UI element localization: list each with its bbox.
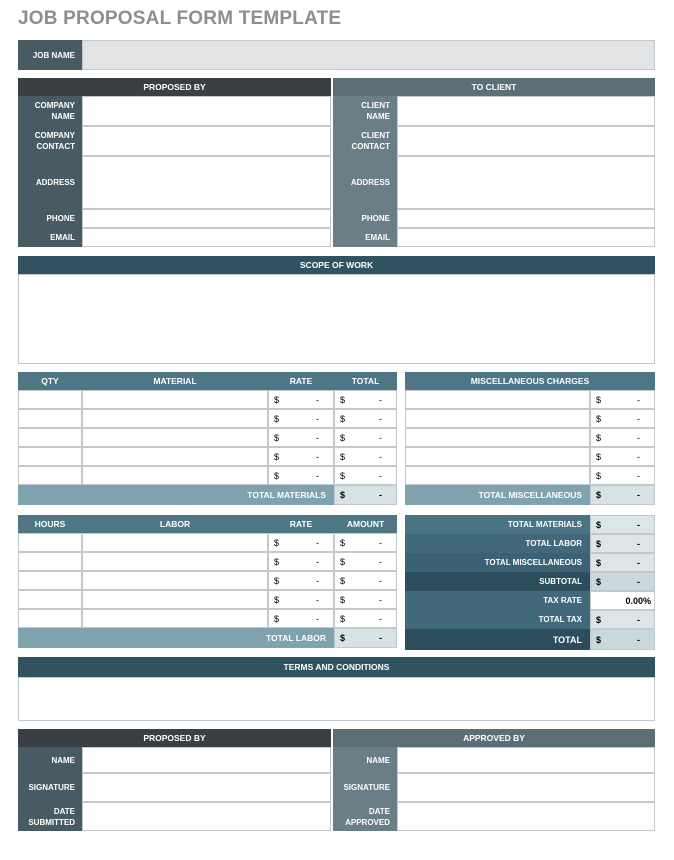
material-row-rate-cell[interactable] bbox=[268, 428, 334, 447]
currency-symbol: $ bbox=[340, 451, 346, 462]
company-address-field[interactable] bbox=[82, 156, 331, 209]
currency-symbol: $ bbox=[340, 432, 346, 443]
currency-symbol: $ bbox=[596, 614, 602, 625]
labor-row-labor-cell[interactable] bbox=[82, 571, 268, 590]
client-address-label: ADDRESS bbox=[333, 156, 397, 209]
client-contact-field[interactable] bbox=[397, 126, 655, 156]
labor-row-rate-cell[interactable] bbox=[268, 552, 334, 571]
labor-row-amount-cell[interactable] bbox=[334, 609, 397, 628]
amount-dash: - bbox=[637, 557, 640, 568]
currency-symbol: $ bbox=[596, 470, 602, 481]
amount-dash: - bbox=[637, 451, 640, 462]
proposed-name-field[interactable] bbox=[82, 747, 331, 773]
amount-dash: - bbox=[379, 394, 382, 405]
amount-dash: - bbox=[379, 575, 382, 586]
amount-dash: - bbox=[379, 413, 382, 424]
misc-row-description-cell[interactable] bbox=[405, 466, 590, 485]
date-submitted-label: DATE SUBMITTED bbox=[18, 802, 82, 831]
to-client-header: TO CLIENT bbox=[333, 78, 655, 96]
amount-dash: - bbox=[316, 575, 319, 586]
currency-symbol: $ bbox=[274, 556, 280, 567]
page-title: JOB PROPOSAL FORM TEMPLATE bbox=[18, 8, 342, 29]
labor-row-labor-cell[interactable] bbox=[82, 590, 268, 609]
company-phone-field[interactable] bbox=[82, 209, 331, 228]
currency-symbol: $ bbox=[596, 557, 602, 568]
amount-dash: - bbox=[637, 519, 640, 530]
labor-row-amount-cell[interactable] bbox=[334, 571, 397, 590]
material-header: MATERIAL bbox=[82, 372, 268, 390]
total-materials-value bbox=[334, 485, 397, 505]
currency-symbol: $ bbox=[596, 432, 602, 443]
labor-amount-header: AMOUNT bbox=[334, 515, 397, 533]
amount-dash: - bbox=[316, 432, 319, 443]
material-row-rate-cell[interactable] bbox=[268, 390, 334, 409]
misc-row-description-cell[interactable] bbox=[405, 428, 590, 447]
material-row-total-cell[interactable] bbox=[334, 428, 397, 447]
currency-symbol: $ bbox=[596, 394, 602, 405]
labor-row-hours-cell[interactable] bbox=[18, 590, 82, 609]
date-submitted-field[interactable] bbox=[82, 802, 331, 831]
material-row-qty-cell[interactable] bbox=[18, 390, 82, 409]
currency-symbol: $ bbox=[340, 537, 346, 548]
amount-dash: - bbox=[316, 556, 319, 567]
client-email-label: EMAIL bbox=[333, 228, 397, 247]
total-misc-value bbox=[590, 485, 655, 505]
amount-dash: - bbox=[637, 394, 640, 405]
company-name-label: COMPANY NAME bbox=[18, 96, 82, 126]
currency-symbol: $ bbox=[596, 413, 602, 424]
company-phone-label: PHONE bbox=[18, 209, 82, 228]
currency-symbol: $ bbox=[340, 594, 346, 605]
labor-row-hours-cell[interactable] bbox=[18, 552, 82, 571]
material-row-rate-cell[interactable] bbox=[268, 466, 334, 485]
material-row-material-cell[interactable] bbox=[82, 466, 268, 485]
terms-header: TERMS AND CONDITIONS bbox=[18, 657, 655, 677]
misc-row-description-cell[interactable] bbox=[405, 409, 590, 428]
material-row-qty-cell[interactable] bbox=[18, 409, 82, 428]
labor-row-rate-cell[interactable] bbox=[268, 533, 334, 552]
currency-symbol: $ bbox=[274, 613, 280, 624]
company-email-field[interactable] bbox=[82, 228, 331, 247]
labor-row-labor-cell[interactable] bbox=[82, 552, 268, 571]
client-name-label: CLIENT NAME bbox=[333, 96, 397, 126]
misc-row-amount-cell[interactable] bbox=[590, 409, 655, 428]
labor-row-rate-cell[interactable] bbox=[268, 571, 334, 590]
amount-dash: - bbox=[316, 394, 319, 405]
labor-row-rate-cell[interactable] bbox=[268, 590, 334, 609]
labor-row-labor-cell[interactable] bbox=[82, 609, 268, 628]
misc-row-description-cell[interactable] bbox=[405, 447, 590, 466]
grand-total-label: TOTAL bbox=[405, 629, 590, 650]
proposed-signature-label: SIGNATURE bbox=[18, 773, 82, 802]
amount-dash: - bbox=[316, 470, 319, 481]
currency-symbol: $ bbox=[274, 575, 280, 586]
currency-symbol: $ bbox=[596, 519, 602, 530]
currency-symbol: $ bbox=[340, 613, 346, 624]
company-address-label: ADDRESS bbox=[18, 156, 82, 209]
date-approved-field[interactable] bbox=[397, 802, 655, 831]
labor-row-rate-cell[interactable] bbox=[268, 609, 334, 628]
currency-symbol: $ bbox=[596, 490, 602, 500]
approved-name-label: NAME bbox=[333, 747, 397, 773]
material-row-material-cell[interactable] bbox=[82, 409, 268, 428]
currency-symbol: $ bbox=[340, 470, 346, 481]
company-contact-field[interactable] bbox=[82, 126, 331, 156]
proposed-by-header: PROPOSED BY bbox=[18, 78, 331, 96]
client-phone-field[interactable] bbox=[397, 209, 655, 228]
amount-dash: - bbox=[379, 470, 382, 481]
date-approved-label: DATE APPROVED bbox=[333, 802, 397, 831]
signoff-approved-header: APPROVED BY bbox=[333, 729, 655, 747]
material-rate-header: RATE bbox=[268, 372, 334, 390]
amount-dash: - bbox=[316, 413, 319, 424]
labor-header: LABOR bbox=[82, 515, 268, 533]
amount-dash: - bbox=[379, 537, 382, 548]
job-name-label: JOB NAME bbox=[18, 40, 82, 70]
currency-symbol: $ bbox=[596, 576, 602, 587]
total-labor-label: TOTAL LABOR bbox=[18, 628, 334, 648]
summary-total-labor-label: TOTAL LABOR bbox=[405, 534, 590, 553]
amount-dash: - bbox=[379, 556, 382, 567]
material-row-material-cell[interactable] bbox=[82, 390, 268, 409]
amount-dash: - bbox=[637, 470, 640, 481]
summary-total-misc-value bbox=[590, 553, 655, 572]
company-contact-label: COMPANY CONTACT bbox=[18, 126, 82, 156]
qty-header: QTY bbox=[18, 372, 82, 390]
subtotal-value bbox=[590, 572, 655, 591]
hours-header: HOURS bbox=[18, 515, 82, 533]
misc-row-description-cell[interactable] bbox=[405, 390, 590, 409]
approved-signature-field[interactable] bbox=[397, 773, 655, 802]
tax-rate-label: TAX RATE bbox=[405, 591, 590, 610]
summary-total-labor-value bbox=[590, 534, 655, 553]
currency-symbol: $ bbox=[340, 556, 346, 567]
material-row-total-cell[interactable] bbox=[334, 447, 397, 466]
amount-dash: - bbox=[637, 432, 640, 443]
amount-dash: - bbox=[379, 633, 382, 643]
client-address-field[interactable] bbox=[397, 156, 655, 209]
labor-row-hours-cell[interactable] bbox=[18, 609, 82, 628]
labor-row-amount-cell[interactable] bbox=[334, 590, 397, 609]
total-materials-label: TOTAL MATERIALS bbox=[18, 485, 334, 505]
proposed-name-label: NAME bbox=[18, 747, 82, 773]
amount-dash: - bbox=[379, 594, 382, 605]
scope-of-work-field[interactable] bbox=[18, 274, 655, 364]
currency-symbol: $ bbox=[274, 451, 280, 462]
misc-charges-header: MISCELLANEOUS CHARGES bbox=[405, 372, 655, 390]
material-row-total-cell[interactable] bbox=[334, 409, 397, 428]
material-row-rate-cell[interactable] bbox=[268, 447, 334, 466]
material-total-header: TOTAL bbox=[334, 372, 397, 390]
tax-rate-value[interactable]: 0.00% bbox=[590, 591, 655, 610]
grand-total-value bbox=[590, 629, 655, 650]
labor-row-hours-cell[interactable] bbox=[18, 533, 82, 552]
summary-total-misc-label: TOTAL MISCELLANEOUS bbox=[405, 553, 590, 572]
labor-rate-header: RATE bbox=[268, 515, 334, 533]
labor-row-hours-cell[interactable] bbox=[18, 571, 82, 590]
material-row-rate-cell[interactable] bbox=[268, 409, 334, 428]
summary-total-materials-value bbox=[590, 515, 655, 534]
material-row-total-cell[interactable] bbox=[334, 390, 397, 409]
material-row-qty-cell[interactable] bbox=[18, 447, 82, 466]
labor-row-labor-cell[interactable] bbox=[82, 533, 268, 552]
currency-symbol: $ bbox=[274, 432, 280, 443]
misc-row-amount-cell[interactable] bbox=[590, 466, 655, 485]
amount-dash: - bbox=[316, 613, 319, 624]
amount-dash: - bbox=[379, 613, 382, 624]
client-phone-label: PHONE bbox=[333, 209, 397, 228]
client-email-field[interactable] bbox=[397, 228, 655, 247]
amount-dash: - bbox=[316, 451, 319, 462]
currency-symbol: $ bbox=[340, 633, 346, 643]
proposed-signature-field[interactable] bbox=[82, 773, 331, 802]
total-tax-value bbox=[590, 610, 655, 629]
labor-row-amount-cell[interactable] bbox=[334, 533, 397, 552]
currency-symbol: $ bbox=[274, 394, 280, 405]
amount-dash: - bbox=[637, 538, 640, 549]
currency-symbol: $ bbox=[596, 451, 602, 462]
currency-symbol: $ bbox=[274, 413, 280, 424]
misc-row-amount-cell[interactable] bbox=[590, 428, 655, 447]
terms-field[interactable] bbox=[18, 677, 655, 721]
subtotal-label: SUBTOTAL bbox=[405, 572, 590, 591]
currency-symbol: $ bbox=[596, 538, 602, 549]
misc-row-amount-cell[interactable] bbox=[590, 447, 655, 466]
amount-dash: - bbox=[637, 413, 640, 424]
amount-dash: - bbox=[637, 490, 640, 500]
company-email-label: EMAIL bbox=[18, 228, 82, 247]
client-contact-label: CLIENT CONTACT bbox=[333, 126, 397, 156]
currency-symbol: $ bbox=[340, 394, 346, 405]
total-labor-value bbox=[334, 628, 397, 648]
amount-dash: - bbox=[379, 432, 382, 443]
summary-total-materials-label: TOTAL MATERIALS bbox=[405, 515, 590, 534]
labor-row-amount-cell[interactable] bbox=[334, 552, 397, 571]
currency-symbol: $ bbox=[340, 575, 346, 586]
amount-dash: - bbox=[637, 576, 640, 587]
amount-dash: - bbox=[379, 490, 382, 500]
currency-symbol: $ bbox=[274, 470, 280, 481]
material-row-material-cell[interactable] bbox=[82, 447, 268, 466]
material-row-qty-cell[interactable] bbox=[18, 466, 82, 485]
material-row-material-cell[interactable] bbox=[82, 428, 268, 447]
total-tax-label: TOTAL TAX bbox=[405, 610, 590, 629]
amount-dash: - bbox=[379, 451, 382, 462]
currency-symbol: $ bbox=[274, 594, 280, 605]
currency-symbol: $ bbox=[340, 490, 346, 500]
amount-dash: - bbox=[637, 614, 640, 625]
currency-symbol: $ bbox=[596, 634, 602, 645]
scope-of-work-header: SCOPE OF WORK bbox=[18, 256, 655, 274]
material-row-qty-cell[interactable] bbox=[18, 428, 82, 447]
misc-row-amount-cell[interactable] bbox=[590, 390, 655, 409]
amount-dash: - bbox=[316, 594, 319, 605]
approved-name-field[interactable] bbox=[397, 747, 655, 773]
material-row-total-cell[interactable] bbox=[334, 466, 397, 485]
company-name-field[interactable] bbox=[82, 96, 331, 126]
amount-dash: - bbox=[637, 634, 640, 645]
approved-signature-label: SIGNATURE bbox=[333, 773, 397, 802]
job-name-field[interactable] bbox=[82, 40, 655, 70]
currency-symbol: $ bbox=[274, 537, 280, 548]
amount-dash: - bbox=[316, 537, 319, 548]
signoff-proposed-header: PROPOSED BY bbox=[18, 729, 331, 747]
total-misc-label: TOTAL MISCELLANEOUS bbox=[405, 485, 590, 505]
currency-symbol: $ bbox=[340, 413, 346, 424]
client-name-field[interactable] bbox=[397, 96, 655, 126]
